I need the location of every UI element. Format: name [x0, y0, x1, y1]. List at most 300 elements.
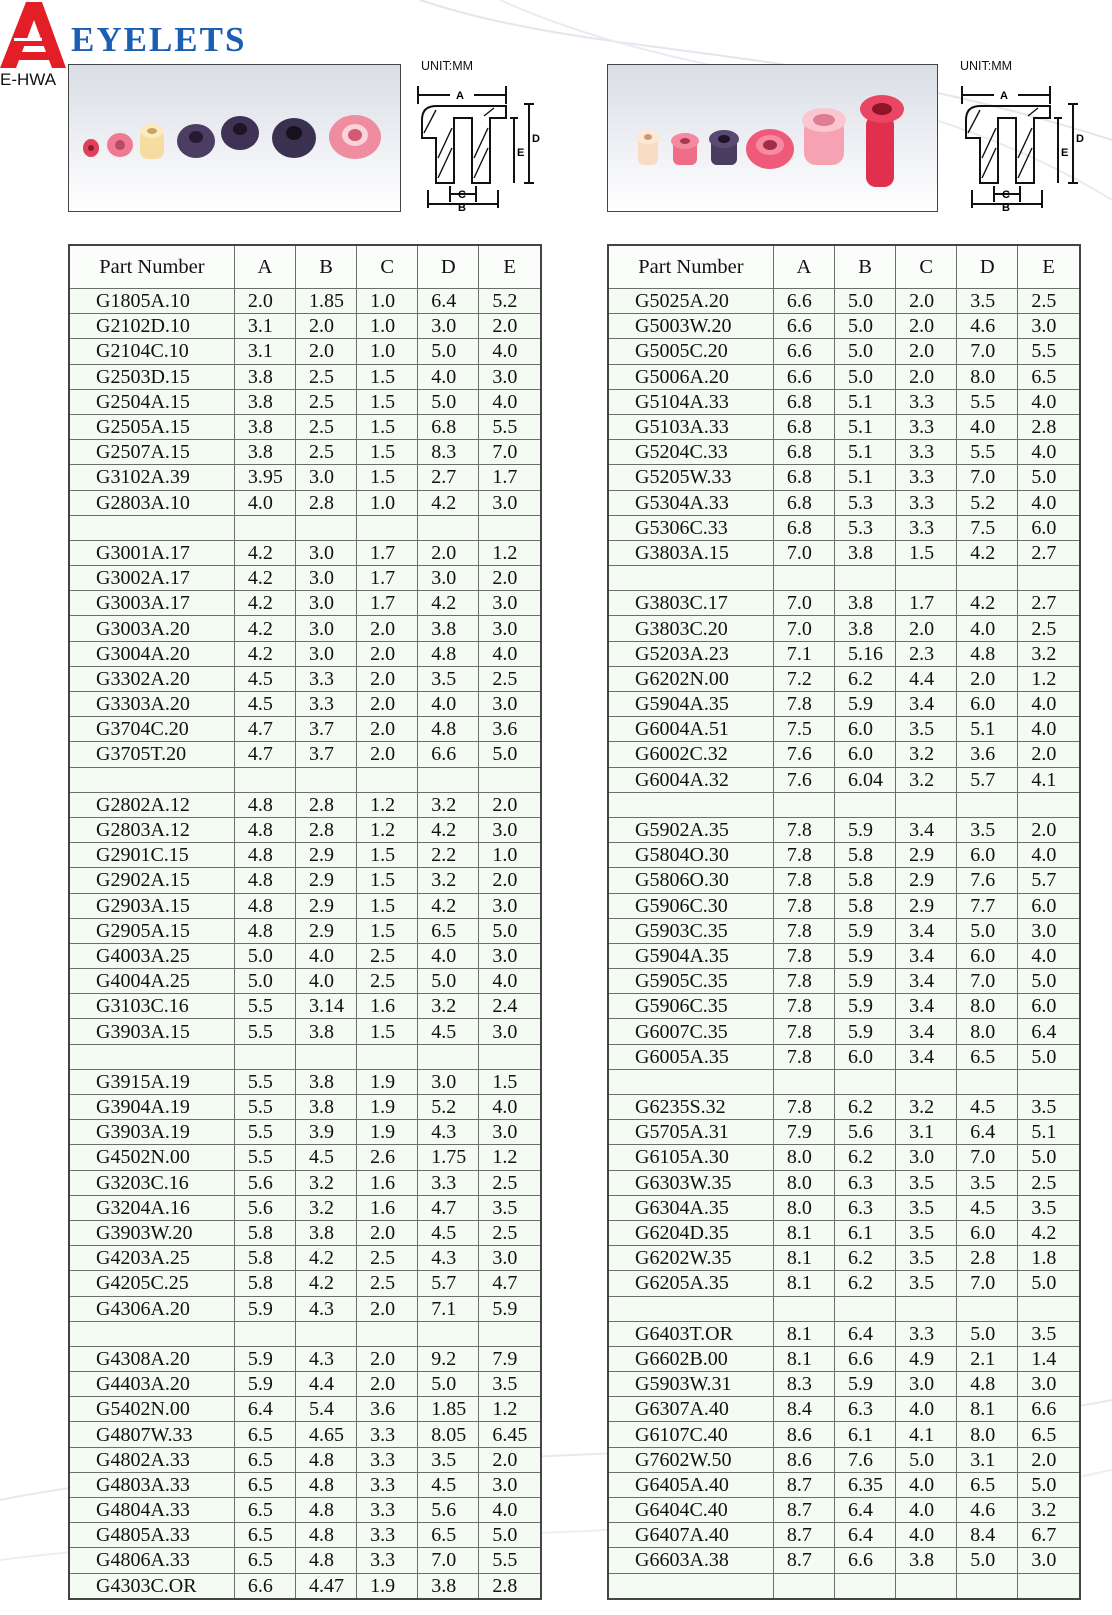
dimension-c-cell: 3.4: [896, 692, 957, 717]
table-row: [608, 1019, 1080, 1044]
dimension-d-cell: 4.8: [957, 641, 1018, 666]
part-number-cell: G4805A.33: [69, 1523, 234, 1548]
dimension-a-cell: 8.1: [773, 1271, 834, 1296]
dimension-a-cell: 8.3: [773, 1372, 834, 1397]
dimension-a-cell: 5.5: [234, 1145, 295, 1170]
part-number-cell: G5806O.30: [608, 868, 773, 893]
dimension-c-cell: 2.5: [357, 1271, 418, 1296]
dimension-b-cell: 3.8: [295, 1095, 356, 1120]
dimension-c-cell: 3.3: [896, 465, 957, 490]
dimension-c-cell: 1.5: [357, 843, 418, 868]
dimension-a-cell: 4.2: [234, 616, 295, 641]
dimension-e-cell: 4.0: [1018, 389, 1080, 414]
dimension-e-cell: 3.0: [479, 893, 541, 918]
dimension-b-cell: 6.2: [834, 1095, 895, 1120]
dimension-d-cell: 2.0: [957, 666, 1018, 691]
dimension-b-cell: 2.0: [295, 339, 356, 364]
dimension-b-cell: [295, 515, 356, 540]
dimension-e-cell: 5.2: [479, 289, 541, 314]
dimension-e-cell: 3.0: [479, 1246, 541, 1271]
dimension-e-cell: 5.0: [1018, 969, 1080, 994]
table-row: [608, 1120, 1080, 1145]
dimension-d-cell: 4.5: [418, 1220, 479, 1245]
dimension-c-cell: 2.0: [357, 1296, 418, 1321]
part-number-cell: G2504A.15: [69, 389, 234, 414]
dimension-b-cell: 5.1: [834, 389, 895, 414]
dimension-e-cell: [1018, 566, 1080, 591]
dimension-a-cell: 5.6: [234, 1195, 295, 1220]
dimension-e-cell: 6.45: [479, 1422, 541, 1447]
part-number-cell: G5402N.00: [69, 1397, 234, 1422]
dimension-a-cell: 5.6: [234, 1170, 295, 1195]
table-row: [69, 1145, 541, 1170]
dimension-a-cell: 6.5: [234, 1422, 295, 1447]
dimension-d-cell: 1.85: [418, 1397, 479, 1422]
dimension-e-cell: 3.2: [1018, 641, 1080, 666]
part-number-cell: G5902A.35: [608, 817, 773, 842]
column-header-part-number: Part Number: [608, 245, 773, 289]
dimension-e-cell: 1.0: [479, 843, 541, 868]
table-row: [69, 566, 541, 591]
dimension-b-cell: 3.9: [295, 1120, 356, 1145]
table-row: [69, 918, 541, 943]
dimension-c-cell: 3.2: [896, 742, 957, 767]
dimension-e-cell: 2.0: [1018, 817, 1080, 842]
dimension-a-cell: 4.2: [234, 641, 295, 666]
dimension-c-cell: 3.4: [896, 969, 957, 994]
dimension-b-cell: 4.8: [295, 1548, 356, 1573]
part-number-cell: G3303A.20: [69, 692, 234, 717]
spacer-row: [608, 566, 1080, 591]
dimension-e-cell: 5.7: [1018, 868, 1080, 893]
dimension-a-cell: 7.8: [773, 868, 834, 893]
dimension-d-cell: 7.0: [957, 969, 1018, 994]
part-number-cell: G3302A.20: [69, 666, 234, 691]
table-row: [69, 1472, 541, 1497]
dimension-e-cell: 7.9: [479, 1346, 541, 1371]
dimension-d-cell: 9.2: [418, 1346, 479, 1371]
dimension-a-cell: 6.8: [773, 465, 834, 490]
table-row: [69, 1069, 541, 1094]
dim-b-label: B: [1002, 202, 1010, 213]
dimension-b-cell: 2.8: [295, 792, 356, 817]
dim-e-label: E: [1061, 147, 1069, 159]
dimension-e-cell: 1.7: [479, 465, 541, 490]
dimension-e-cell: 4.0: [479, 969, 541, 994]
dimension-b-cell: [834, 1296, 895, 1321]
dimension-c-cell: 3.3: [357, 1447, 418, 1472]
dimension-a-cell: 6.8: [773, 414, 834, 439]
dimension-a-cell: 8.4: [773, 1397, 834, 1422]
table-row: [69, 692, 541, 717]
part-number-cell: G5903C.35: [608, 918, 773, 943]
dimension-a-cell: 4.8: [234, 792, 295, 817]
part-number-cell: G3004A.20: [69, 641, 234, 666]
dimension-a-cell: 7.6: [773, 742, 834, 767]
table-row: [608, 1397, 1080, 1422]
dimension-d-cell: 5.0: [957, 918, 1018, 943]
dimension-b-cell: 6.0: [834, 1044, 895, 1069]
dimension-e-cell: 6.0: [1018, 515, 1080, 540]
dimension-b-cell: 5.0: [834, 289, 895, 314]
dimension-c-cell: 2.9: [896, 868, 957, 893]
dimension-b-cell: 5.1: [834, 465, 895, 490]
table-row: [608, 868, 1080, 893]
dimension-b-cell: 5.3: [834, 515, 895, 540]
dimension-b-cell: 6.6: [834, 1548, 895, 1573]
table-row: [608, 591, 1080, 616]
dimension-d-cell: 5.5: [957, 440, 1018, 465]
dimension-c-cell: 3.3: [357, 1472, 418, 1497]
table-row: [608, 389, 1080, 414]
dimension-c-cell: 1.7: [896, 591, 957, 616]
dimension-a-cell: 7.1: [773, 641, 834, 666]
dimension-c-cell: 1.7: [357, 566, 418, 591]
part-number-cell: G2104C.10: [69, 339, 234, 364]
table-row: [69, 314, 541, 339]
dimension-a-cell: 7.8: [773, 1044, 834, 1069]
dimension-d-cell: 5.0: [418, 1372, 479, 1397]
dimension-a-cell: 6.6: [773, 364, 834, 389]
table-row: [69, 389, 541, 414]
dimension-d-cell: 5.6: [418, 1498, 479, 1523]
dimension-a-cell: 7.8: [773, 893, 834, 918]
part-number-cell: G3204A.16: [69, 1195, 234, 1220]
dimension-d-cell: 4.6: [957, 314, 1018, 339]
dimension-e-cell: 3.0: [479, 490, 541, 515]
table-row: [69, 666, 541, 691]
table-row: [69, 1573, 541, 1599]
dimension-e-cell: [479, 1321, 541, 1346]
part-number-cell: G3904A.19: [69, 1095, 234, 1120]
dimension-b-cell: 2.5: [295, 389, 356, 414]
part-number-cell: G6307A.40: [608, 1397, 773, 1422]
dimension-e-cell: [1018, 1069, 1080, 1094]
part-number-cell: G4502N.00: [69, 1145, 234, 1170]
table-row: [608, 540, 1080, 565]
dimension-c-cell: 2.0: [357, 742, 418, 767]
dimension-c-cell: 3.5: [896, 1220, 957, 1245]
dimension-c-cell: 3.3: [896, 490, 957, 515]
dimension-b-cell: 5.9: [834, 692, 895, 717]
dimension-b-cell: 2.5: [295, 440, 356, 465]
dimension-a-cell: 5.0: [234, 943, 295, 968]
dimension-b-cell: [295, 1321, 356, 1346]
dimension-d-cell: 6.4: [418, 289, 479, 314]
dimension-d-cell: 4.3: [418, 1120, 479, 1145]
dimension-e-cell: 1.5: [479, 1069, 541, 1094]
dimension-d-cell: 5.7: [957, 767, 1018, 792]
table-row: [608, 641, 1080, 666]
dimension-c-cell: 1.9: [357, 1573, 418, 1599]
part-number-cell: G4308A.20: [69, 1346, 234, 1371]
table-row: [69, 1220, 541, 1245]
dimension-a-cell: 3.8: [234, 389, 295, 414]
dimension-a-cell: 8.7: [773, 1548, 834, 1573]
dimension-c-cell: 3.3: [357, 1548, 418, 1573]
dimension-c-cell: 2.0: [896, 616, 957, 641]
table-row: [608, 414, 1080, 439]
dimension-d-cell: 8.0: [957, 1422, 1018, 1447]
dimension-b-cell: 6.0: [834, 742, 895, 767]
column-header-d: D: [957, 245, 1018, 289]
dimension-b-cell: 5.0: [834, 364, 895, 389]
dimension-d-cell: 4.0: [957, 414, 1018, 439]
product-photo-right: [607, 64, 938, 212]
dimension-e-cell: 6.5: [1018, 364, 1080, 389]
table-row: [69, 1120, 541, 1145]
dimension-e-cell: 5.0: [1018, 465, 1080, 490]
table-row: [608, 616, 1080, 641]
dimension-c-cell: [896, 792, 957, 817]
dimension-e-cell: 1.8: [1018, 1246, 1080, 1271]
dimension-a-cell: 8.1: [773, 1321, 834, 1346]
dimension-c-cell: 3.3: [357, 1523, 418, 1548]
right-parts-table: [607, 244, 1081, 1600]
dimension-c-cell: 1.6: [357, 1195, 418, 1220]
dimension-c-cell: 2.0: [357, 641, 418, 666]
dimension-b-cell: [295, 767, 356, 792]
part-number-cell: G2902A.15: [69, 868, 234, 893]
dimension-d-cell: 3.2: [418, 994, 479, 1019]
dimension-b-cell: 6.4: [834, 1321, 895, 1346]
dimension-a-cell: [773, 792, 834, 817]
part-number-cell: G5204C.33: [608, 440, 773, 465]
dimension-c-cell: [357, 1044, 418, 1069]
dimension-c-cell: 2.0: [896, 289, 957, 314]
dimension-a-cell: 7.8: [773, 994, 834, 1019]
table-row: [608, 1195, 1080, 1220]
dimension-a-cell: 4.0: [234, 490, 295, 515]
dimension-b-cell: 6.1: [834, 1220, 895, 1245]
dimension-b-cell: 6.2: [834, 1145, 895, 1170]
table-row: [69, 868, 541, 893]
dimension-a-cell: 3.95: [234, 465, 295, 490]
table-row: [608, 1422, 1080, 1447]
dimension-a-cell: 6.5: [234, 1447, 295, 1472]
table-row: [608, 817, 1080, 842]
dimension-e-cell: [479, 515, 541, 540]
part-number-cell: G4803A.33: [69, 1472, 234, 1497]
dimension-b-cell: 7.6: [834, 1447, 895, 1472]
dimension-b-cell: 3.14: [295, 994, 356, 1019]
dimension-c-cell: 1.5: [357, 868, 418, 893]
dimension-c-cell: [896, 1573, 957, 1599]
dimension-b-cell: 6.4: [834, 1498, 895, 1523]
part-number-cell: G2503D.15: [69, 364, 234, 389]
dimension-c-cell: 2.5: [357, 1246, 418, 1271]
dimension-a-cell: 7.8: [773, 843, 834, 868]
dimension-d-cell: 4.0: [957, 616, 1018, 641]
eyelet-diagram-left-icon: [414, 78, 544, 213]
dimension-a-cell: 6.8: [773, 440, 834, 465]
dimension-d-cell: 4.2: [957, 591, 1018, 616]
dimension-c-cell: 3.3: [896, 1321, 957, 1346]
part-number-cell: G2802A.12: [69, 792, 234, 817]
dimension-d-cell: 3.6: [957, 742, 1018, 767]
dimension-a-cell: [773, 1069, 834, 1094]
dimension-e-cell: 2.0: [1018, 1447, 1080, 1472]
dimension-e-cell: 2.8: [479, 1573, 541, 1599]
dimension-d-cell: 8.05: [418, 1422, 479, 1447]
part-number-cell: G6202W.35: [608, 1246, 773, 1271]
dimension-d-cell: 6.8: [418, 414, 479, 439]
dimension-c-cell: 1.5: [357, 893, 418, 918]
table-row: [69, 969, 541, 994]
dimension-a-cell: 5.5: [234, 1069, 295, 1094]
dimension-b-cell: 2.8: [295, 490, 356, 515]
part-number-cell: G4303C.OR: [69, 1573, 234, 1599]
table-row: [69, 465, 541, 490]
dim-a-label: A: [1000, 90, 1008, 102]
dimension-d-cell: 7.6: [957, 868, 1018, 893]
brand-name: E-HWA: [0, 70, 57, 89]
dimension-d-cell: 4.5: [957, 1095, 1018, 1120]
part-number-cell: G5304A.33: [608, 490, 773, 515]
table-row: [69, 817, 541, 842]
dimension-b-cell: 5.9: [834, 1019, 895, 1044]
dimension-a-cell: 4.8: [234, 893, 295, 918]
dimension-c-cell: 3.3: [357, 1422, 418, 1447]
dimension-c-cell: 1.5: [357, 918, 418, 943]
dimension-c-cell: [357, 767, 418, 792]
part-number-cell: G6205A.35: [608, 1271, 773, 1296]
dimension-a-cell: 6.8: [773, 490, 834, 515]
table-row: [608, 364, 1080, 389]
dimension-a-cell: 5.9: [234, 1346, 295, 1371]
table-row: [69, 1548, 541, 1573]
left-parts-table-container: [68, 244, 542, 1600]
dimension-a-cell: 4.8: [234, 868, 295, 893]
dimension-c-cell: 2.0: [357, 616, 418, 641]
part-number-cell: G3003A.20: [69, 616, 234, 641]
table-row: [608, 1321, 1080, 1346]
dimension-a-cell: 5.9: [234, 1372, 295, 1397]
dimension-c-cell: 3.4: [896, 994, 957, 1019]
table-row: [608, 969, 1080, 994]
dimension-e-cell: 3.0: [479, 364, 541, 389]
dimension-c-cell: 3.4: [896, 1019, 957, 1044]
dimension-a-cell: 7.2: [773, 666, 834, 691]
dimension-b-cell: 4.0: [295, 943, 356, 968]
dimension-d-cell: 4.5: [418, 1472, 479, 1497]
table-row: [69, 1296, 541, 1321]
dimension-a-cell: 7.8: [773, 1095, 834, 1120]
dimension-c-cell: 1.0: [357, 289, 418, 314]
dimension-d-cell: 4.5: [957, 1195, 1018, 1220]
dimension-d-cell: 8.3: [418, 440, 479, 465]
dimension-d-cell: 3.1: [957, 1447, 1018, 1472]
dimension-e-cell: 3.0: [479, 591, 541, 616]
dimension-c-cell: 1.2: [357, 817, 418, 842]
dimension-d-cell: 3.0: [418, 314, 479, 339]
dimension-d-cell: 4.6: [957, 1498, 1018, 1523]
dimension-b-cell: [834, 566, 895, 591]
dimension-b-cell: 4.5: [295, 1145, 356, 1170]
dimension-b-cell: 5.8: [834, 843, 895, 868]
dimension-e-cell: 2.5: [479, 666, 541, 691]
dimension-a-cell: 4.5: [234, 666, 295, 691]
right-parts-table-container: [607, 244, 1081, 1600]
dimension-a-cell: 4.8: [234, 918, 295, 943]
dimension-c-cell: 3.5: [896, 1271, 957, 1296]
dimension-e-cell: 2.0: [479, 1447, 541, 1472]
dimension-e-cell: 5.9: [479, 1296, 541, 1321]
table-row: [608, 1095, 1080, 1120]
table-row: [69, 591, 541, 616]
dimension-c-cell: 3.5: [896, 1170, 957, 1195]
dimension-d-cell: 4.8: [418, 717, 479, 742]
table-row: [608, 289, 1080, 314]
table-row: [69, 1271, 541, 1296]
table-row: [69, 1095, 541, 1120]
dimension-b-cell: 5.1: [834, 440, 895, 465]
table-row: [69, 742, 541, 767]
dimension-a-cell: 4.2: [234, 591, 295, 616]
table-row: [69, 540, 541, 565]
part-number-cell: G3915A.19: [69, 1069, 234, 1094]
dimension-a-cell: 5.5: [234, 994, 295, 1019]
part-number-cell: G2903A.15: [69, 893, 234, 918]
table-row: [608, 918, 1080, 943]
part-number-cell: G6105A.30: [608, 1145, 773, 1170]
column-header-d: D: [418, 245, 479, 289]
column-header-e: E: [479, 245, 541, 289]
table-row: [608, 1372, 1080, 1397]
dimension-e-cell: 2.0: [479, 314, 541, 339]
dim-a-label: A: [456, 90, 464, 102]
dimension-d-cell: 4.0: [418, 943, 479, 968]
dimension-d-cell: 8.0: [957, 1019, 1018, 1044]
table-row: [69, 994, 541, 1019]
part-number-cell: [69, 1044, 234, 1069]
table-row: [608, 515, 1080, 540]
dimension-c-cell: [896, 1069, 957, 1094]
dimension-b-cell: 3.8: [834, 616, 895, 641]
dimension-d-cell: 3.3: [418, 1170, 479, 1195]
part-number-cell: G6407A.40: [608, 1523, 773, 1548]
part-number-cell: G3704C.20: [69, 717, 234, 742]
dimension-d-cell: 7.0: [957, 465, 1018, 490]
table-row: [69, 289, 541, 314]
dimension-c-cell: 1.5: [357, 1019, 418, 1044]
dimension-e-cell: 5.0: [1018, 1472, 1080, 1497]
table-row: [69, 717, 541, 742]
dimension-d-cell: [418, 515, 479, 540]
dimension-a-cell: 5.8: [234, 1246, 295, 1271]
table-row: [69, 1170, 541, 1195]
table-row: [69, 1447, 541, 1472]
dimension-b-cell: 5.1: [834, 414, 895, 439]
part-number-cell: G4004A.25: [69, 969, 234, 994]
part-number-cell: G3803A.15: [608, 540, 773, 565]
part-number-cell: [608, 792, 773, 817]
dimension-c-cell: [357, 1321, 418, 1346]
dimension-c-cell: 1.6: [357, 1170, 418, 1195]
eyelet-diagram-right-icon: [958, 78, 1088, 213]
dimension-d-cell: 2.8: [957, 1246, 1018, 1271]
part-number-cell: G3102A.39: [69, 465, 234, 490]
dimension-a-cell: 6.4: [234, 1397, 295, 1422]
dimension-e-cell: [1018, 1296, 1080, 1321]
part-number-cell: G6235S.32: [608, 1095, 773, 1120]
part-number-cell: G5104A.33: [608, 389, 773, 414]
dimension-a-cell: 4.2: [234, 540, 295, 565]
dimension-a-cell: 6.6: [773, 339, 834, 364]
dimension-b-cell: 3.7: [295, 742, 356, 767]
dimension-d-cell: [957, 1573, 1018, 1599]
dimension-c-cell: 1.0: [357, 490, 418, 515]
